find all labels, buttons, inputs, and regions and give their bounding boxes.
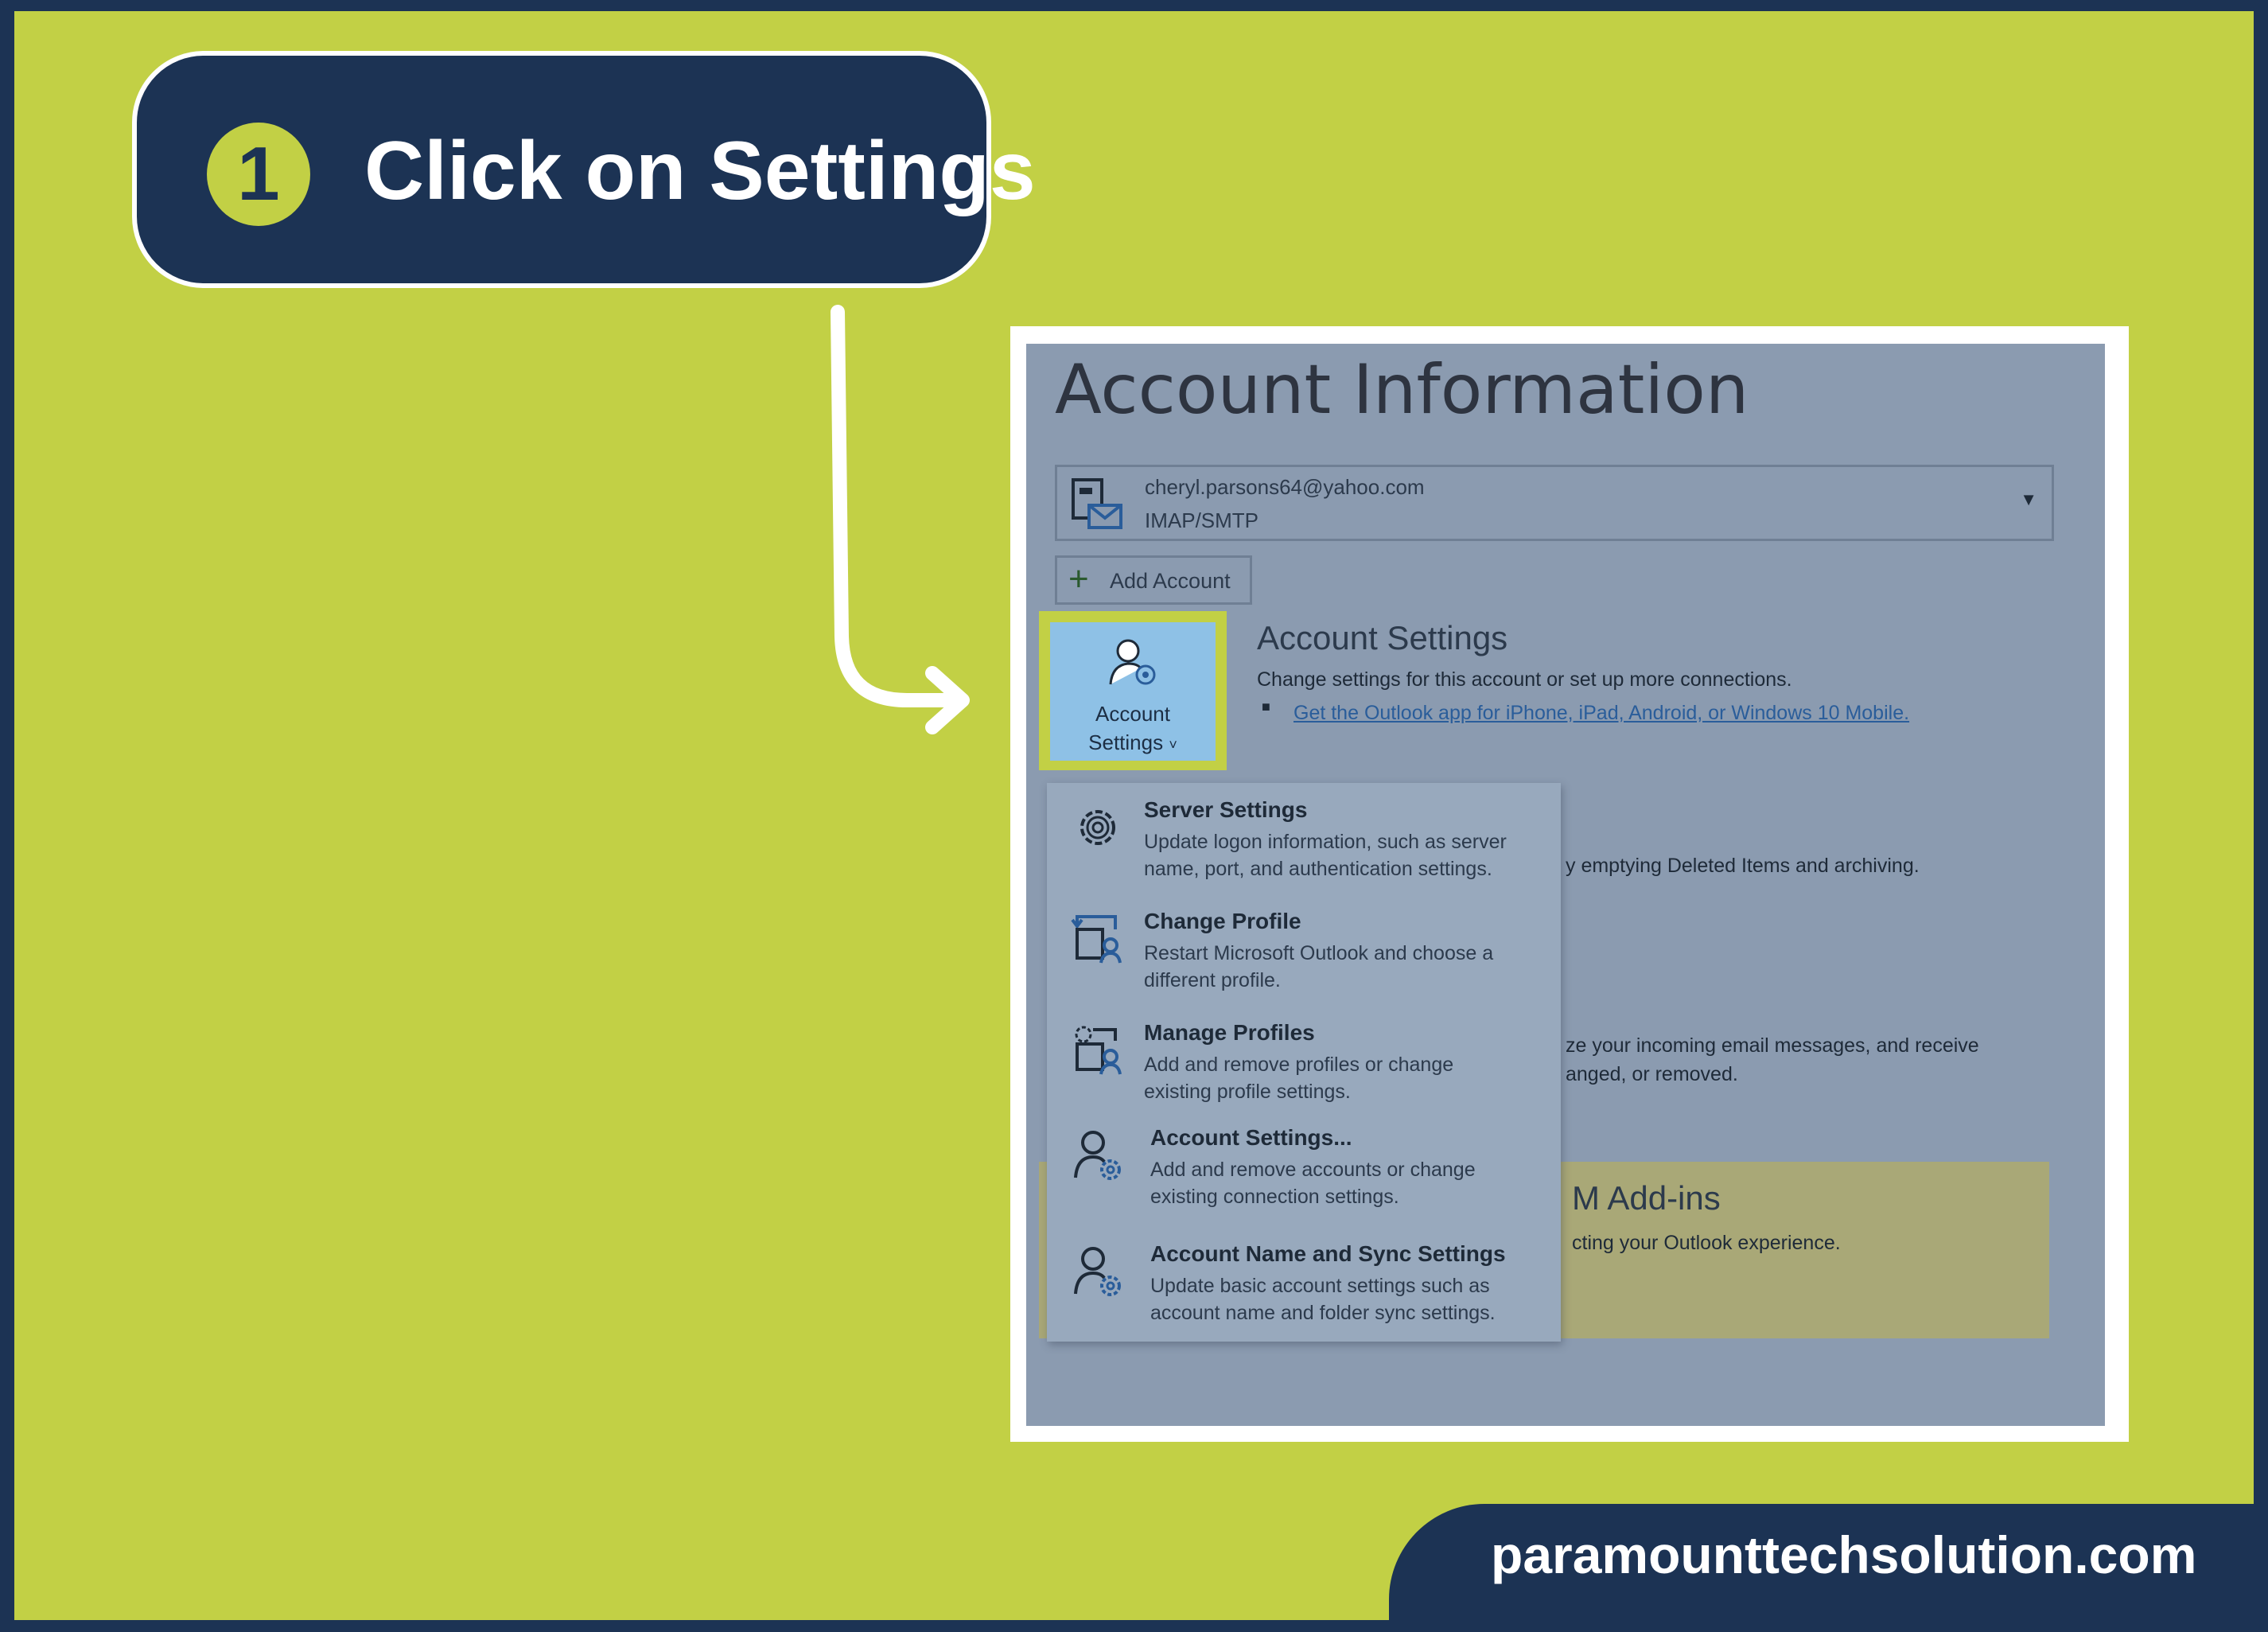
menu-item-description: name, port, and authentication settings. <box>1144 858 1492 880</box>
menu-item-description: different profile. <box>1144 969 1281 991</box>
menu-item-title: Manage Profiles <box>1144 1020 1315 1045</box>
step-label: Click on Settings <box>364 125 1036 217</box>
menu-item-description: account name and folder sync settings. <box>1150 1302 1496 1324</box>
menu-item-title: Account Name and Sync Settings <box>1150 1241 1506 1266</box>
menu-item-description: Add and remove accounts or change <box>1150 1159 1476 1181</box>
menu-item-description: Update logon information, such as server <box>1144 831 1507 853</box>
chevron-down-icon: ˅ <box>1169 737 1177 753</box>
change-profile-icon <box>1069 910 1126 968</box>
manage-profiles-icon <box>1069 1022 1126 1079</box>
menu-item-account-settings[interactable] <box>1047 1119 1561 1230</box>
section-description: Change settings for this account or set up more connections. <box>1257 668 1792 691</box>
page-title: Account Information <box>1055 350 1749 430</box>
menu-item-title: Change Profile <box>1144 909 1301 933</box>
cleanup-text-fragment: y emptying Deleted Items and archiving. <box>1566 855 1920 877</box>
menu-item-server-settings[interactable] <box>1047 791 1561 902</box>
site-url[interactable]: paramounttechsolution.com <box>1491 1525 2197 1584</box>
step-number-badge: 1 <box>207 123 310 226</box>
menu-item-description: existing profile settings. <box>1144 1081 1351 1103</box>
account-sync-icon <box>1069 1243 1126 1300</box>
mailbox-icon <box>1068 475 1126 532</box>
menu-item-description: Add and remove profiles or change <box>1144 1054 1454 1076</box>
account-settings-dropdown <box>1047 783 1561 1342</box>
menu-item-description: Update basic account settings such as <box>1150 1275 1490 1297</box>
plus-icon: + <box>1068 559 1089 598</box>
add-account-label: Add Account <box>1110 569 1231 593</box>
menu-item-manage-profiles[interactable] <box>1047 1014 1561 1125</box>
menu-item-change-profile[interactable] <box>1047 902 1561 1014</box>
gear-icon <box>1069 799 1126 856</box>
screenshot-frame <box>1010 326 2129 1442</box>
add-account-button[interactable] <box>1055 555 1252 605</box>
footer-tab <box>1389 1504 2268 1632</box>
account-type: IMAP/SMTP <box>1145 508 1259 532</box>
outlook-app-link[interactable]: Get the Outlook app for iPhone, iPad, Android, or Windows 10 Mobile. <box>1293 702 1910 724</box>
account-settings-icon <box>1069 1127 1126 1184</box>
menu-item-title: Account Settings... <box>1150 1125 1352 1150</box>
rules-text-fragment-1: ze your incoming email messages, and receive <box>1566 1034 1979 1057</box>
account-settings-icon <box>1106 635 1161 691</box>
chevron-down-icon: ▼ <box>2020 489 2037 509</box>
addins-title: M Add-ins <box>1572 1179 1721 1217</box>
menu-item-title: Server Settings <box>1144 797 1308 822</box>
account-email: cheryl.parsons64@yahoo.com <box>1145 475 1425 499</box>
bullet-icon: ■ <box>1262 699 1270 715</box>
menu-item-description: Restart Microsoft Outlook and choose a <box>1144 942 1494 964</box>
menu-item-account-name-sync[interactable] <box>1047 1235 1561 1346</box>
account-settings-button[interactable] <box>1050 622 1216 761</box>
account-settings-label-text: Settings <box>1088 730 1164 754</box>
account-settings-label-line2 <box>1050 730 1216 755</box>
account-selector[interactable] <box>1055 465 2054 541</box>
addins-description: cting your Outlook experience. <box>1572 1232 1841 1254</box>
outlook-account-screen <box>1026 344 2105 1426</box>
menu-item-description: existing connection settings. <box>1150 1186 1399 1208</box>
rules-text-fragment-2: anged, or removed. <box>1566 1063 1738 1085</box>
account-settings-label-line1: Account <box>1095 702 1170 726</box>
section-title: Account Settings <box>1257 619 1508 656</box>
